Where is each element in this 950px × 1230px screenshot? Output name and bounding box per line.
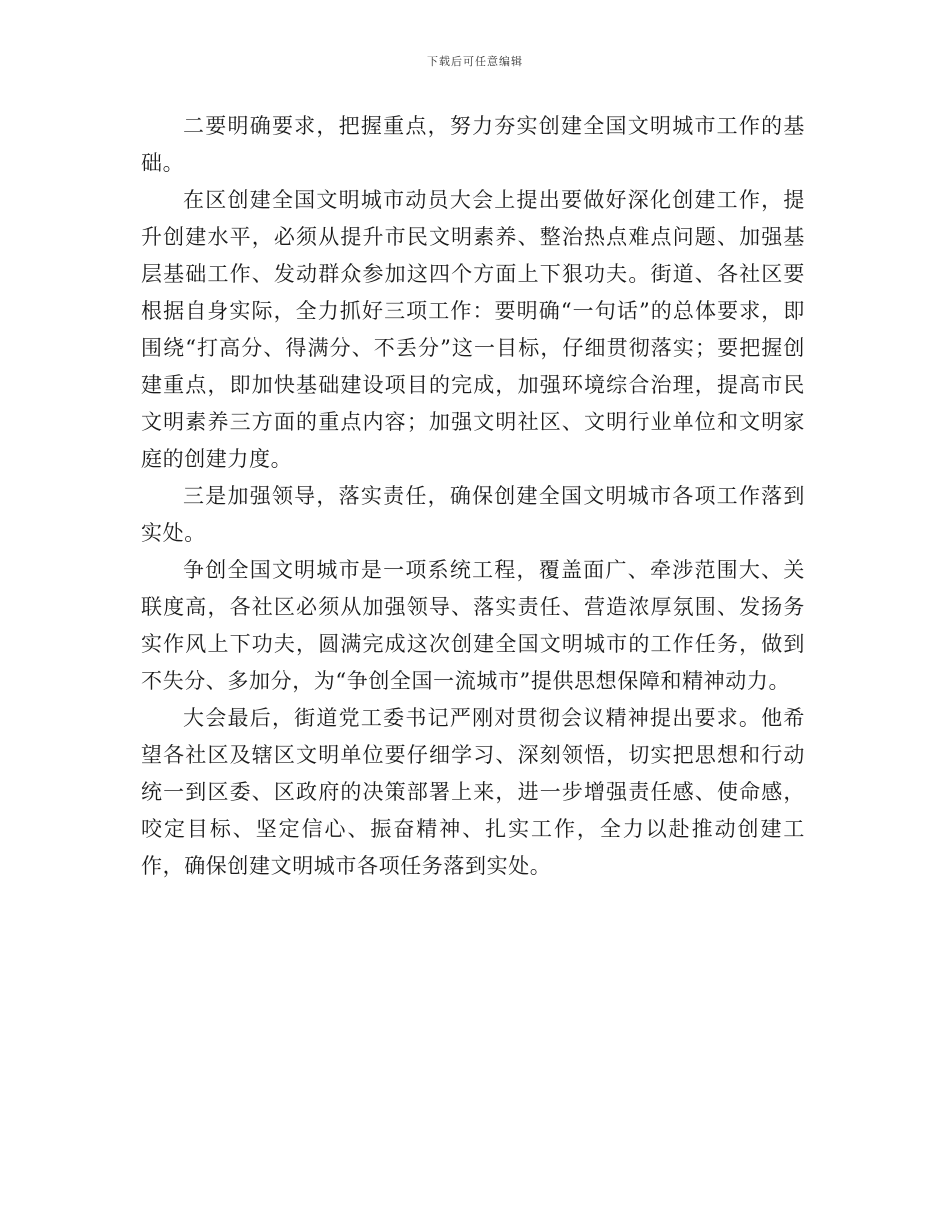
paragraph-1: 二要明确要求，把握重点，努力夯实创建全国文明城市工作的基础。 (141, 114, 805, 175)
document-body (141, 108, 805, 885)
paragraph-3: 三是加强领导，落实责任，确保创建全国文明城市各项工作落到实处。 (141, 484, 805, 545)
paragraph-4: 争创全国文明城市是一项系统工程，覆盖面广、牵涉范围大、关联度高，各社区必须从加强领导、落实责任、营造浓厚氛围、发扬务实作风上下功夫，圆满完成这次创建全国文明城市的工作任务，做到不失分、多加分，为“争创全国一流城市”提供思想保障和精神动力。 (141, 558, 805, 693)
paragraph-2: 在区创建全国文明城市动员大会上提出要做好深化创建工作，提升创建水平，必须从提升市民文明素养、整治热点难点问题、加强基层基础工作、发动群众参加这四个方面上下狠功夫。街道、各社区要根据自身实际，全力抓好三项工作：要明确“一句话”的总体要求，即围绕“打高分、得满分、不丢分”这一目标，仔细贯彻落实；要把握创建重点，即加快基础建设项目的完成，加强环境综合治理，提高市民文明素养三方面的重点内容；加强文明社区、文明行业单位和文明家庭的创建力度。 (141, 188, 805, 471)
paragraph-5: 大会最后，街道党工委书记严刚对贯彻会议精神提出要求。他希望各社区及辖区文明单位要仔细学习、深刻领悟，切实把思想和行动统一到区委、区政府的决策部署上来，进一步增强责任感、使命感，咬定目标、坚定信心、振奋精神、扎实工作，全力以赴推动创建工作，确保创建文明城市各项任务落到实处。 (141, 706, 805, 878)
page-header-note: 下载后可任意编辑 (427, 55, 523, 68)
